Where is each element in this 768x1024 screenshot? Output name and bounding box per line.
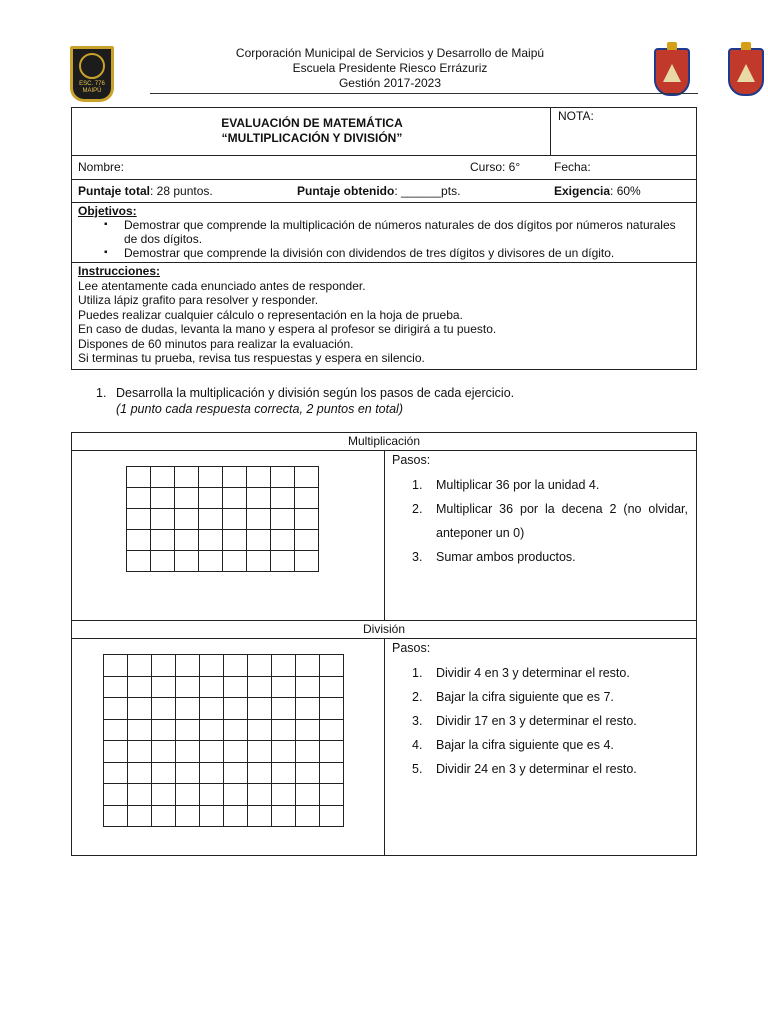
grid-cell[interactable] xyxy=(248,762,272,784)
grid-cell[interactable] xyxy=(199,467,223,488)
question-number: 1. xyxy=(96,386,107,400)
division-step: 5. Dividir 24 en 3 y determinar el resto. xyxy=(412,762,637,776)
municipal-shield-icon-2 xyxy=(728,48,764,96)
grid-cell[interactable] xyxy=(176,784,200,806)
multiplication-header: Multiplicación xyxy=(72,433,696,451)
division-step: 1. Dividir 4 en 3 y determinar el resto. xyxy=(412,666,630,680)
grid-cell[interactable] xyxy=(152,762,176,784)
score-row xyxy=(72,179,696,202)
grid-cell[interactable] xyxy=(320,698,344,720)
grid-cell[interactable] xyxy=(104,698,128,720)
grid-cell[interactable] xyxy=(127,530,151,551)
grade-box[interactable]: NOTA: xyxy=(550,108,601,155)
exercise-table xyxy=(71,432,697,856)
division-steps-label: Pasos: xyxy=(392,641,431,655)
grid-cell[interactable] xyxy=(175,551,199,572)
objective-item: ▪ Demostrar que comprende la división con dividendos de tres dígitos y divisores de un dígito. xyxy=(78,246,690,260)
grid-cell[interactable] xyxy=(295,551,319,572)
grid-cell[interactable] xyxy=(104,805,128,827)
division-section xyxy=(72,639,696,855)
grid-cell[interactable] xyxy=(248,676,272,698)
grid-cell[interactable] xyxy=(296,762,320,784)
grid-cell[interactable] xyxy=(152,741,176,763)
obtained-score[interactable]: Puntaje obtenido: ______pts. xyxy=(297,184,461,198)
grid-cell[interactable] xyxy=(296,719,320,741)
grid-cell[interactable] xyxy=(247,509,271,530)
grid-cell[interactable] xyxy=(176,805,200,827)
instruction-item: Utiliza lápiz grafito para resolver y responder. xyxy=(78,293,319,307)
grid-cell[interactable] xyxy=(248,805,272,827)
grid-cell[interactable] xyxy=(176,655,200,677)
division-step: 3. Dividir 17 en 3 y determinar el resto. xyxy=(412,714,637,728)
grid-cell[interactable] xyxy=(271,509,295,530)
question-1 xyxy=(96,385,514,417)
grid-cell[interactable] xyxy=(128,762,152,784)
grid-cell[interactable] xyxy=(223,467,247,488)
division-grid[interactable] xyxy=(103,654,344,827)
grid-cell[interactable] xyxy=(320,805,344,827)
grid-cell[interactable] xyxy=(128,676,152,698)
grid-cell[interactable] xyxy=(127,467,151,488)
grid-cell[interactable] xyxy=(295,467,319,488)
grid-cell[interactable] xyxy=(127,488,151,509)
objectives-title: Objetivos: xyxy=(78,204,137,218)
student-row xyxy=(72,155,696,179)
grid-cell[interactable] xyxy=(224,784,248,806)
grid-cell[interactable] xyxy=(104,741,128,763)
grid-cell[interactable] xyxy=(152,805,176,827)
grid-cell[interactable] xyxy=(151,488,175,509)
name-field[interactable]: Nombre: xyxy=(78,160,125,174)
grid-cell[interactable] xyxy=(175,509,199,530)
grid-cell[interactable] xyxy=(151,509,175,530)
division-header: División xyxy=(72,620,696,639)
grid-cell[interactable] xyxy=(247,530,271,551)
multiplication-steps-label: Pasos: xyxy=(392,453,431,467)
grid-cell[interactable] xyxy=(152,784,176,806)
grid-cell[interactable] xyxy=(104,784,128,806)
grid-cell[interactable] xyxy=(176,762,200,784)
requirement: Exigencia: 60% xyxy=(554,184,641,198)
grid-cell[interactable] xyxy=(199,509,223,530)
multiplication-grid[interactable] xyxy=(126,466,319,572)
grid-cell[interactable] xyxy=(104,676,128,698)
grid-cell[interactable] xyxy=(128,805,152,827)
grid-cell[interactable] xyxy=(200,805,224,827)
instructions-section xyxy=(72,262,696,369)
division-step: 2. Bajar la cifra siguiente que es 7. xyxy=(412,690,614,704)
grid-cell[interactable] xyxy=(296,676,320,698)
grid-cell[interactable] xyxy=(127,509,151,530)
grid-cell[interactable] xyxy=(271,467,295,488)
grid-cell[interactable] xyxy=(296,784,320,806)
grid-cell[interactable] xyxy=(128,698,152,720)
grid-cell[interactable] xyxy=(224,805,248,827)
grid-cell[interactable] xyxy=(271,551,295,572)
grid-cell[interactable] xyxy=(224,676,248,698)
grid-cell[interactable] xyxy=(320,676,344,698)
grid-cell[interactable] xyxy=(223,530,247,551)
grid-cell[interactable] xyxy=(200,741,224,763)
document-header xyxy=(150,46,630,91)
grid-cell[interactable] xyxy=(224,698,248,720)
grid-cell[interactable] xyxy=(320,741,344,763)
grid-cell[interactable] xyxy=(176,676,200,698)
grid-cell[interactable] xyxy=(248,741,272,763)
multiplication-step: 2. Multiplicar 36 por la decena 2 (no olvidar, anteponer un 0) xyxy=(412,502,688,540)
grid-cell[interactable] xyxy=(152,698,176,720)
grid-cell[interactable] xyxy=(320,719,344,741)
logo-text: ESC. 776 MAIPÚ xyxy=(79,81,105,94)
grid-cell[interactable] xyxy=(200,719,224,741)
grid-cell[interactable] xyxy=(199,551,223,572)
grid-cell[interactable] xyxy=(152,719,176,741)
grid-cell[interactable] xyxy=(272,676,296,698)
grid-cell[interactable] xyxy=(223,551,247,572)
grid-cell[interactable] xyxy=(272,655,296,677)
instruction-item: Si terminas tu prueba, revisa tus respuestas y espera en silencio. xyxy=(78,351,425,365)
grid-cell[interactable] xyxy=(272,784,296,806)
grid-cell[interactable] xyxy=(224,719,248,741)
objective-item: ▪ Demostrar que comprende la multiplicación de números naturales de dos dígitos por números naturales de dos dígitos. xyxy=(78,218,690,246)
grid-cell[interactable] xyxy=(247,467,271,488)
grid-cell[interactable] xyxy=(247,488,271,509)
grid-cell[interactable] xyxy=(175,530,199,551)
municipal-shield-icon xyxy=(654,48,690,96)
grid-cell[interactable] xyxy=(200,698,224,720)
grid-cell[interactable] xyxy=(151,467,175,488)
title-row xyxy=(72,108,696,155)
grid-cell[interactable] xyxy=(151,530,175,551)
grid-cell[interactable] xyxy=(248,719,272,741)
grid-cell[interactable] xyxy=(295,509,319,530)
grid-cell[interactable] xyxy=(272,741,296,763)
division-step: 4. Bajar la cifra siguiente que es 4. xyxy=(412,738,614,752)
grid-cell[interactable] xyxy=(296,655,320,677)
multiplication-step: 1. Multiplicar 36 por la unidad 4. xyxy=(412,478,600,492)
grid-cell[interactable] xyxy=(152,655,176,677)
logo-emblem-icon xyxy=(79,53,105,79)
grid-cell[interactable] xyxy=(296,741,320,763)
grid-cell[interactable] xyxy=(200,784,224,806)
grid-cell[interactable] xyxy=(271,530,295,551)
grid-cell[interactable] xyxy=(128,741,152,763)
grid-cell[interactable] xyxy=(175,488,199,509)
grid-cell[interactable] xyxy=(152,676,176,698)
grid-cell[interactable] xyxy=(200,762,224,784)
grid-cell[interactable] xyxy=(104,719,128,741)
instruction-item: Dispones de 60 minutos para realizar la evaluación. xyxy=(78,336,354,351)
date-field[interactable]: Fecha: xyxy=(554,160,591,174)
evaluation-info-table xyxy=(71,107,697,370)
grid-cell[interactable] xyxy=(248,784,272,806)
header-corporation: Corporación Municipal de Servicios y Desarrollo de Maipú xyxy=(235,46,545,60)
grid-cell[interactable] xyxy=(128,655,152,677)
grid-cell[interactable] xyxy=(200,676,224,698)
header-divider xyxy=(150,93,698,94)
grid-cell[interactable] xyxy=(176,698,200,720)
grid-cell[interactable] xyxy=(272,698,296,720)
grid-cell[interactable] xyxy=(295,488,319,509)
grid-cell[interactable] xyxy=(128,719,152,741)
objectives-section xyxy=(72,202,696,262)
grid-cell[interactable] xyxy=(127,551,151,572)
grid-cell[interactable] xyxy=(320,762,344,784)
school-logo xyxy=(70,46,114,102)
grid-cell[interactable] xyxy=(271,488,295,509)
grid-cell[interactable] xyxy=(272,762,296,784)
evaluation-subtitle: “MULTIPLICACIÓN Y DIVISIÓN” xyxy=(221,131,403,145)
grid-cell[interactable] xyxy=(176,741,200,763)
grid-cell[interactable] xyxy=(320,784,344,806)
multiplication-steps xyxy=(412,473,688,569)
grid-cell[interactable] xyxy=(248,655,272,677)
total-score: Puntaje total: 28 puntos. xyxy=(78,184,213,198)
grid-cell[interactable] xyxy=(320,655,344,677)
grid-cell[interactable] xyxy=(200,655,224,677)
grid-cell[interactable] xyxy=(247,551,271,572)
grid-cell[interactable] xyxy=(272,719,296,741)
grid-cell[interactable] xyxy=(104,655,128,677)
grid-cell[interactable] xyxy=(199,488,223,509)
grid-cell[interactable] xyxy=(175,467,199,488)
question-note: (1 punto cada respuesta correcta, 2 puntos en total) xyxy=(116,402,403,416)
evaluation-title: EVALUACIÓN DE MATEMÁTICA xyxy=(221,116,403,130)
grid-cell[interactable] xyxy=(199,530,223,551)
grid-cell[interactable] xyxy=(248,698,272,720)
instruction-item: Lee atentamente cada enunciado antes de responder. xyxy=(78,278,366,293)
division-steps xyxy=(412,661,688,781)
grid-cell[interactable] xyxy=(104,762,128,784)
grid-cell[interactable] xyxy=(223,509,247,530)
header-period: Gestión 2017-2023 xyxy=(338,76,442,90)
instruction-item: En caso de dudas, levanta la mano y espera al profesor se dirigirá a tu puesto. xyxy=(78,322,497,336)
grid-cell[interactable] xyxy=(224,741,248,763)
multiplication-section xyxy=(72,451,696,620)
question-text: Desarrolla la multiplicación y división según los pasos de cada ejercicio. xyxy=(116,386,515,400)
instructions-title: Instrucciones: xyxy=(78,264,161,278)
grid-cell[interactable] xyxy=(295,530,319,551)
grid-cell[interactable] xyxy=(272,805,296,827)
instruction-item: Puedes realizar cualquier cálculo o representación en la hoja de prueba. xyxy=(78,307,463,322)
grid-cell[interactable] xyxy=(128,784,152,806)
grid-cell[interactable] xyxy=(151,551,175,572)
header-school: Escuela Presidente Riesco Errázuriz xyxy=(292,61,488,75)
grid-cell[interactable] xyxy=(224,762,248,784)
multiplication-step: 3. Sumar ambos productos. xyxy=(412,550,576,564)
grid-cell[interactable] xyxy=(176,719,200,741)
grid-cell[interactable] xyxy=(224,655,248,677)
grid-cell[interactable] xyxy=(296,698,320,720)
course-field: Curso: 6° xyxy=(470,160,521,174)
grid-cell[interactable] xyxy=(223,488,247,509)
grid-cell[interactable] xyxy=(296,805,320,827)
